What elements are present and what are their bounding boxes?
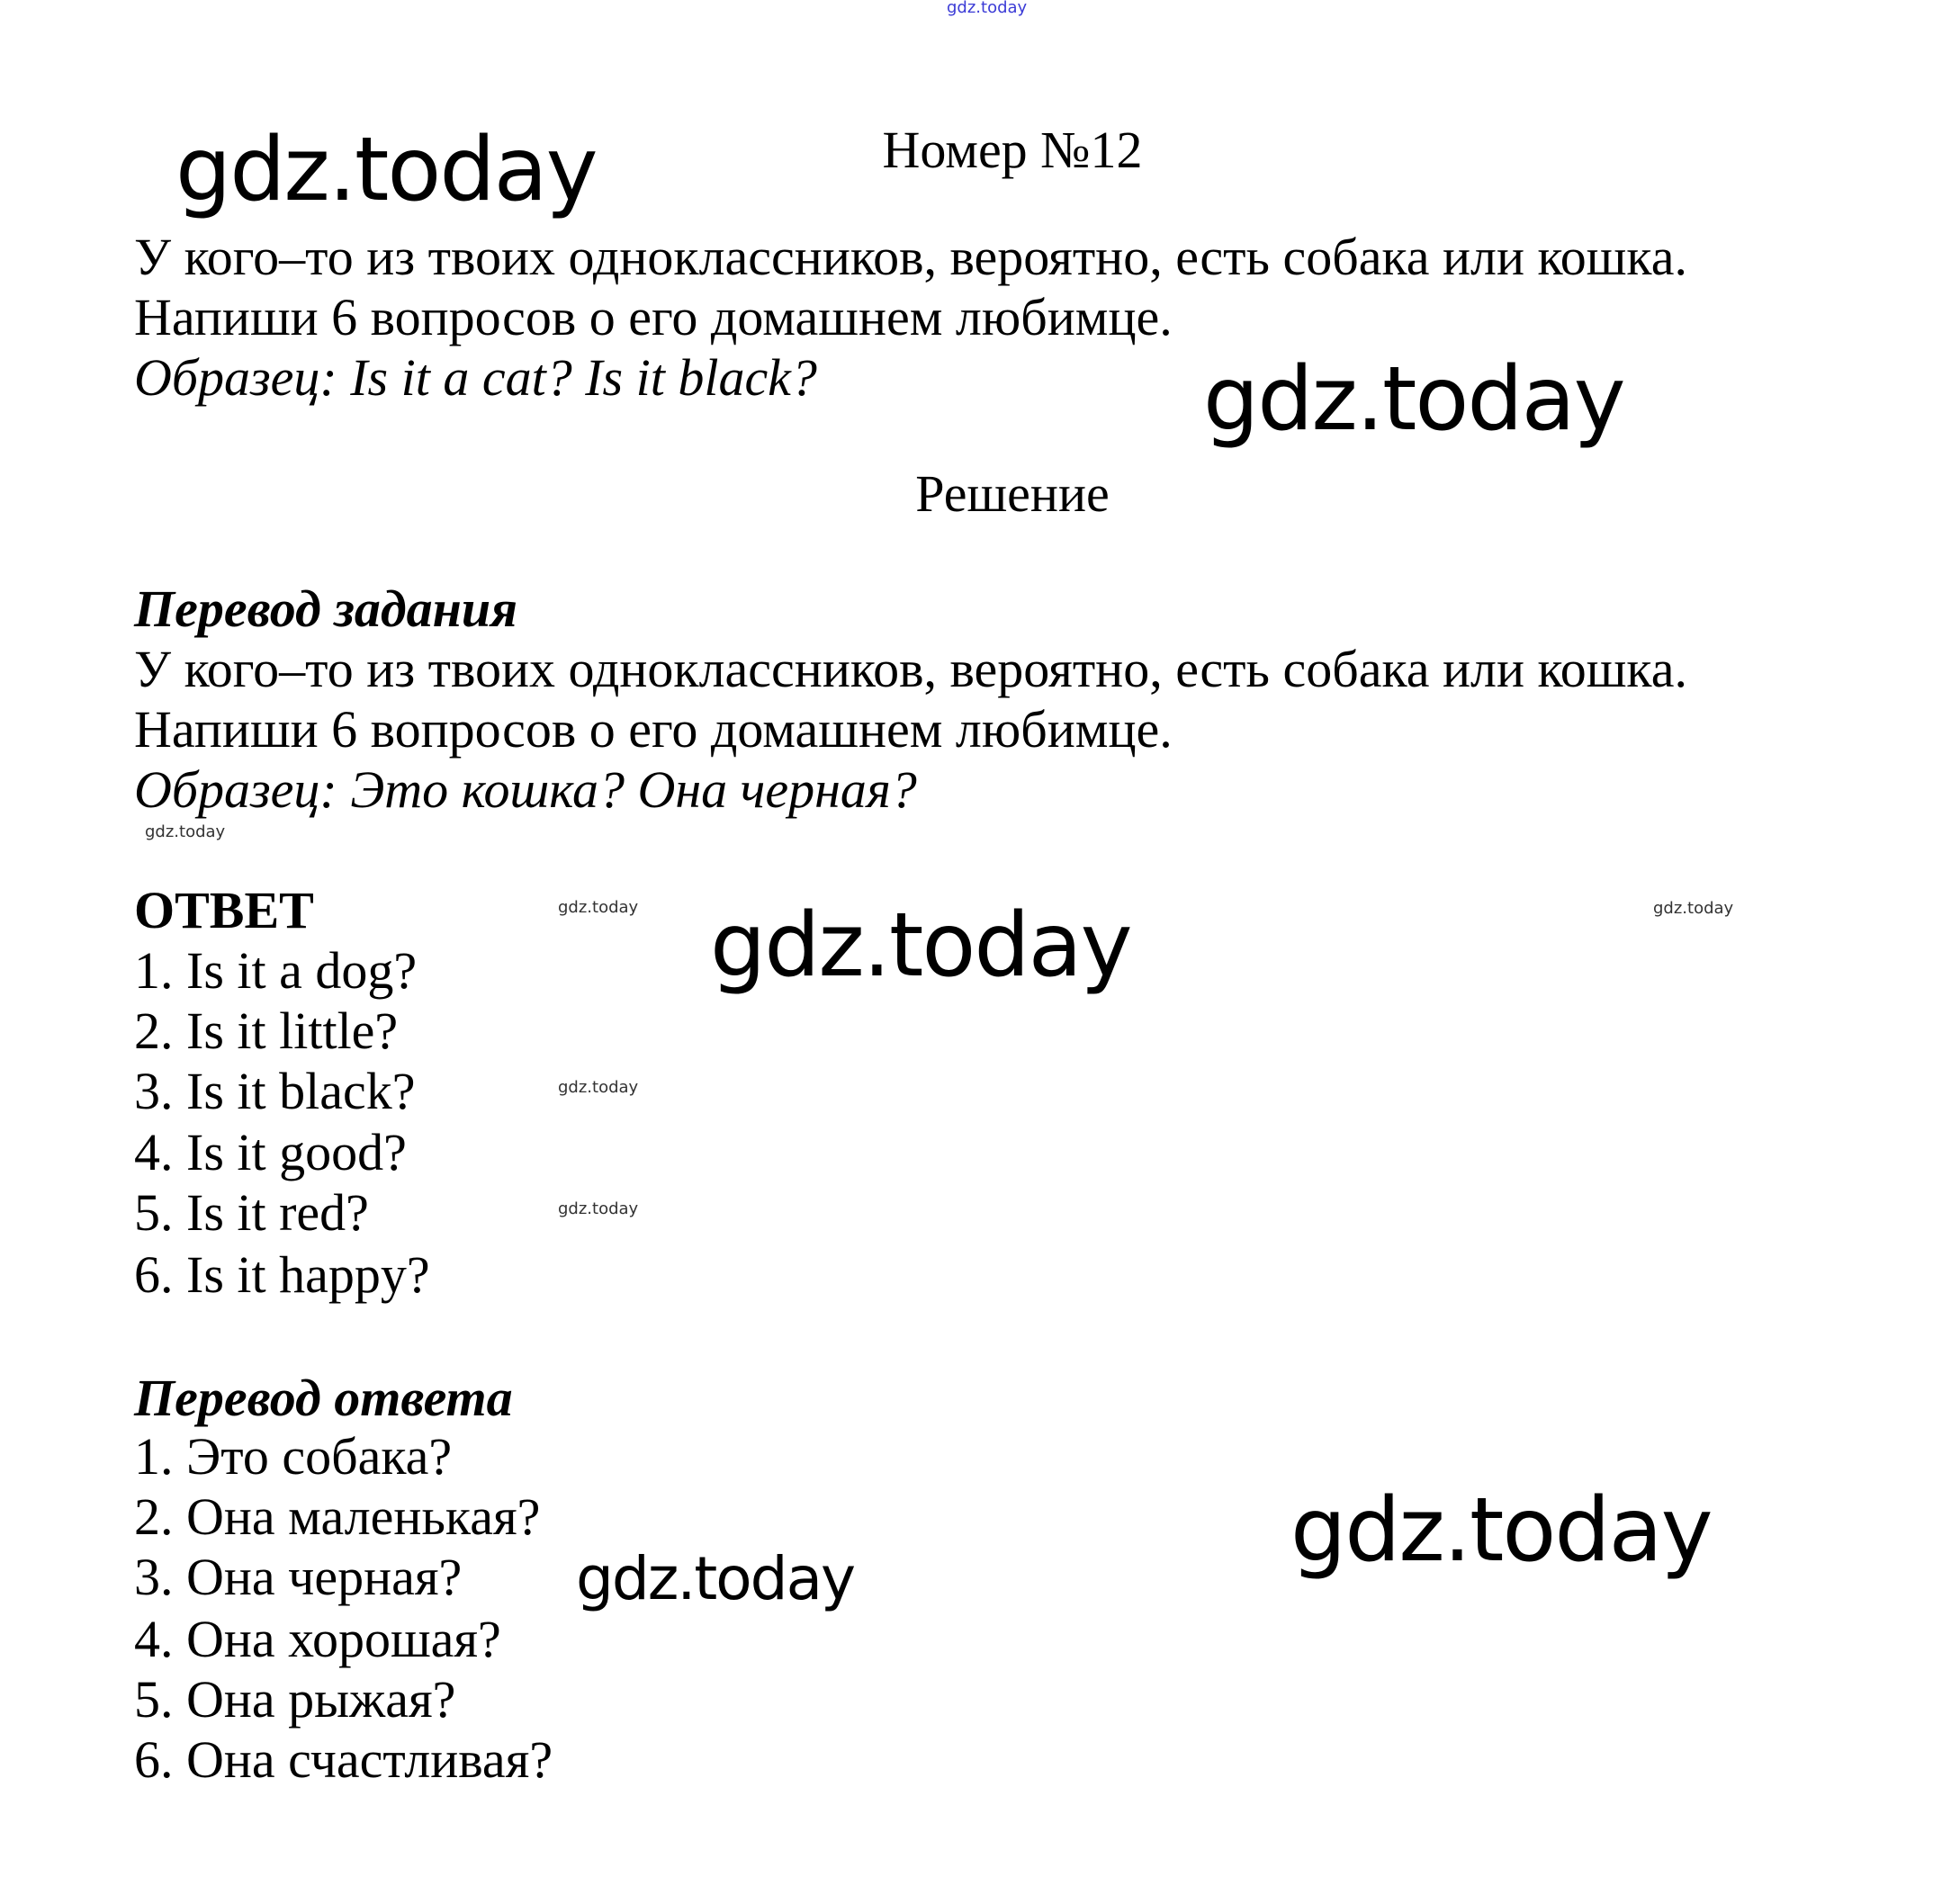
watermark-small: gdz.today bbox=[1653, 899, 1734, 918]
watermark: gdz.today bbox=[1203, 348, 1624, 451]
watermark: gdz.today bbox=[710, 894, 1131, 997]
answer-item: 6. Is it happy? bbox=[134, 1245, 430, 1304]
task-line-1: У кого–то из твоих одноклассников, вероятно, есть собака или кошка. bbox=[134, 228, 1687, 286]
translation-line-2: Напиши 6 вопросов о его домашнем любимце. bbox=[134, 700, 1173, 759]
answer-heading: ОТВЕТ bbox=[134, 881, 314, 939]
answer-translation-heading: Перевод ответа bbox=[134, 1369, 513, 1427]
watermark: gdz.today bbox=[1290, 1479, 1712, 1582]
task-example: Образец: Is it a cat? Is it black? bbox=[134, 348, 817, 407]
page-title: Номер №12 bbox=[882, 121, 1143, 179]
answer-translation-item: 4. Она хорошая? bbox=[134, 1610, 501, 1668]
translation-line-1: У кого–то из твоих одноклассников, вероятно, есть собака или кошка. bbox=[134, 640, 1687, 698]
answer-translation-item: 1. Это собака? bbox=[134, 1427, 453, 1486]
watermark-small: gdz.today bbox=[558, 898, 639, 917]
watermark: gdz.today bbox=[175, 119, 597, 221]
answer-item: 3. Is it black? bbox=[134, 1062, 416, 1120]
answer-item: 1. Is it a dog? bbox=[134, 941, 418, 1000]
translation-example: Образец: Это кошка? Она черная? bbox=[134, 760, 917, 819]
answer-translation-item: 2. Она маленькая? bbox=[134, 1487, 541, 1546]
watermark: gdz.today bbox=[576, 1544, 855, 1613]
answer-item: 4. Is it good? bbox=[134, 1123, 407, 1181]
answer-item: 5. Is it red? bbox=[134, 1183, 369, 1242]
translation-heading: Перевод задания bbox=[134, 579, 517, 638]
answer-item: 2. Is it little? bbox=[134, 1001, 399, 1060]
watermark-small: gdz.today bbox=[558, 1199, 639, 1218]
task-line-2: Напиши 6 вопросов о его домашнем любимце. bbox=[134, 288, 1173, 346]
watermark-top: gdz.today bbox=[947, 0, 1028, 17]
solution-heading: Решение bbox=[915, 464, 1110, 523]
watermark-small: gdz.today bbox=[145, 822, 226, 841]
answer-translation-item: 5. Она рыжая? bbox=[134, 1670, 456, 1729]
answer-translation-item: 3. Она черная? bbox=[134, 1548, 463, 1606]
answer-translation-item: 6. Она счастливая? bbox=[134, 1730, 553, 1789]
watermark-small: gdz.today bbox=[558, 1078, 639, 1097]
